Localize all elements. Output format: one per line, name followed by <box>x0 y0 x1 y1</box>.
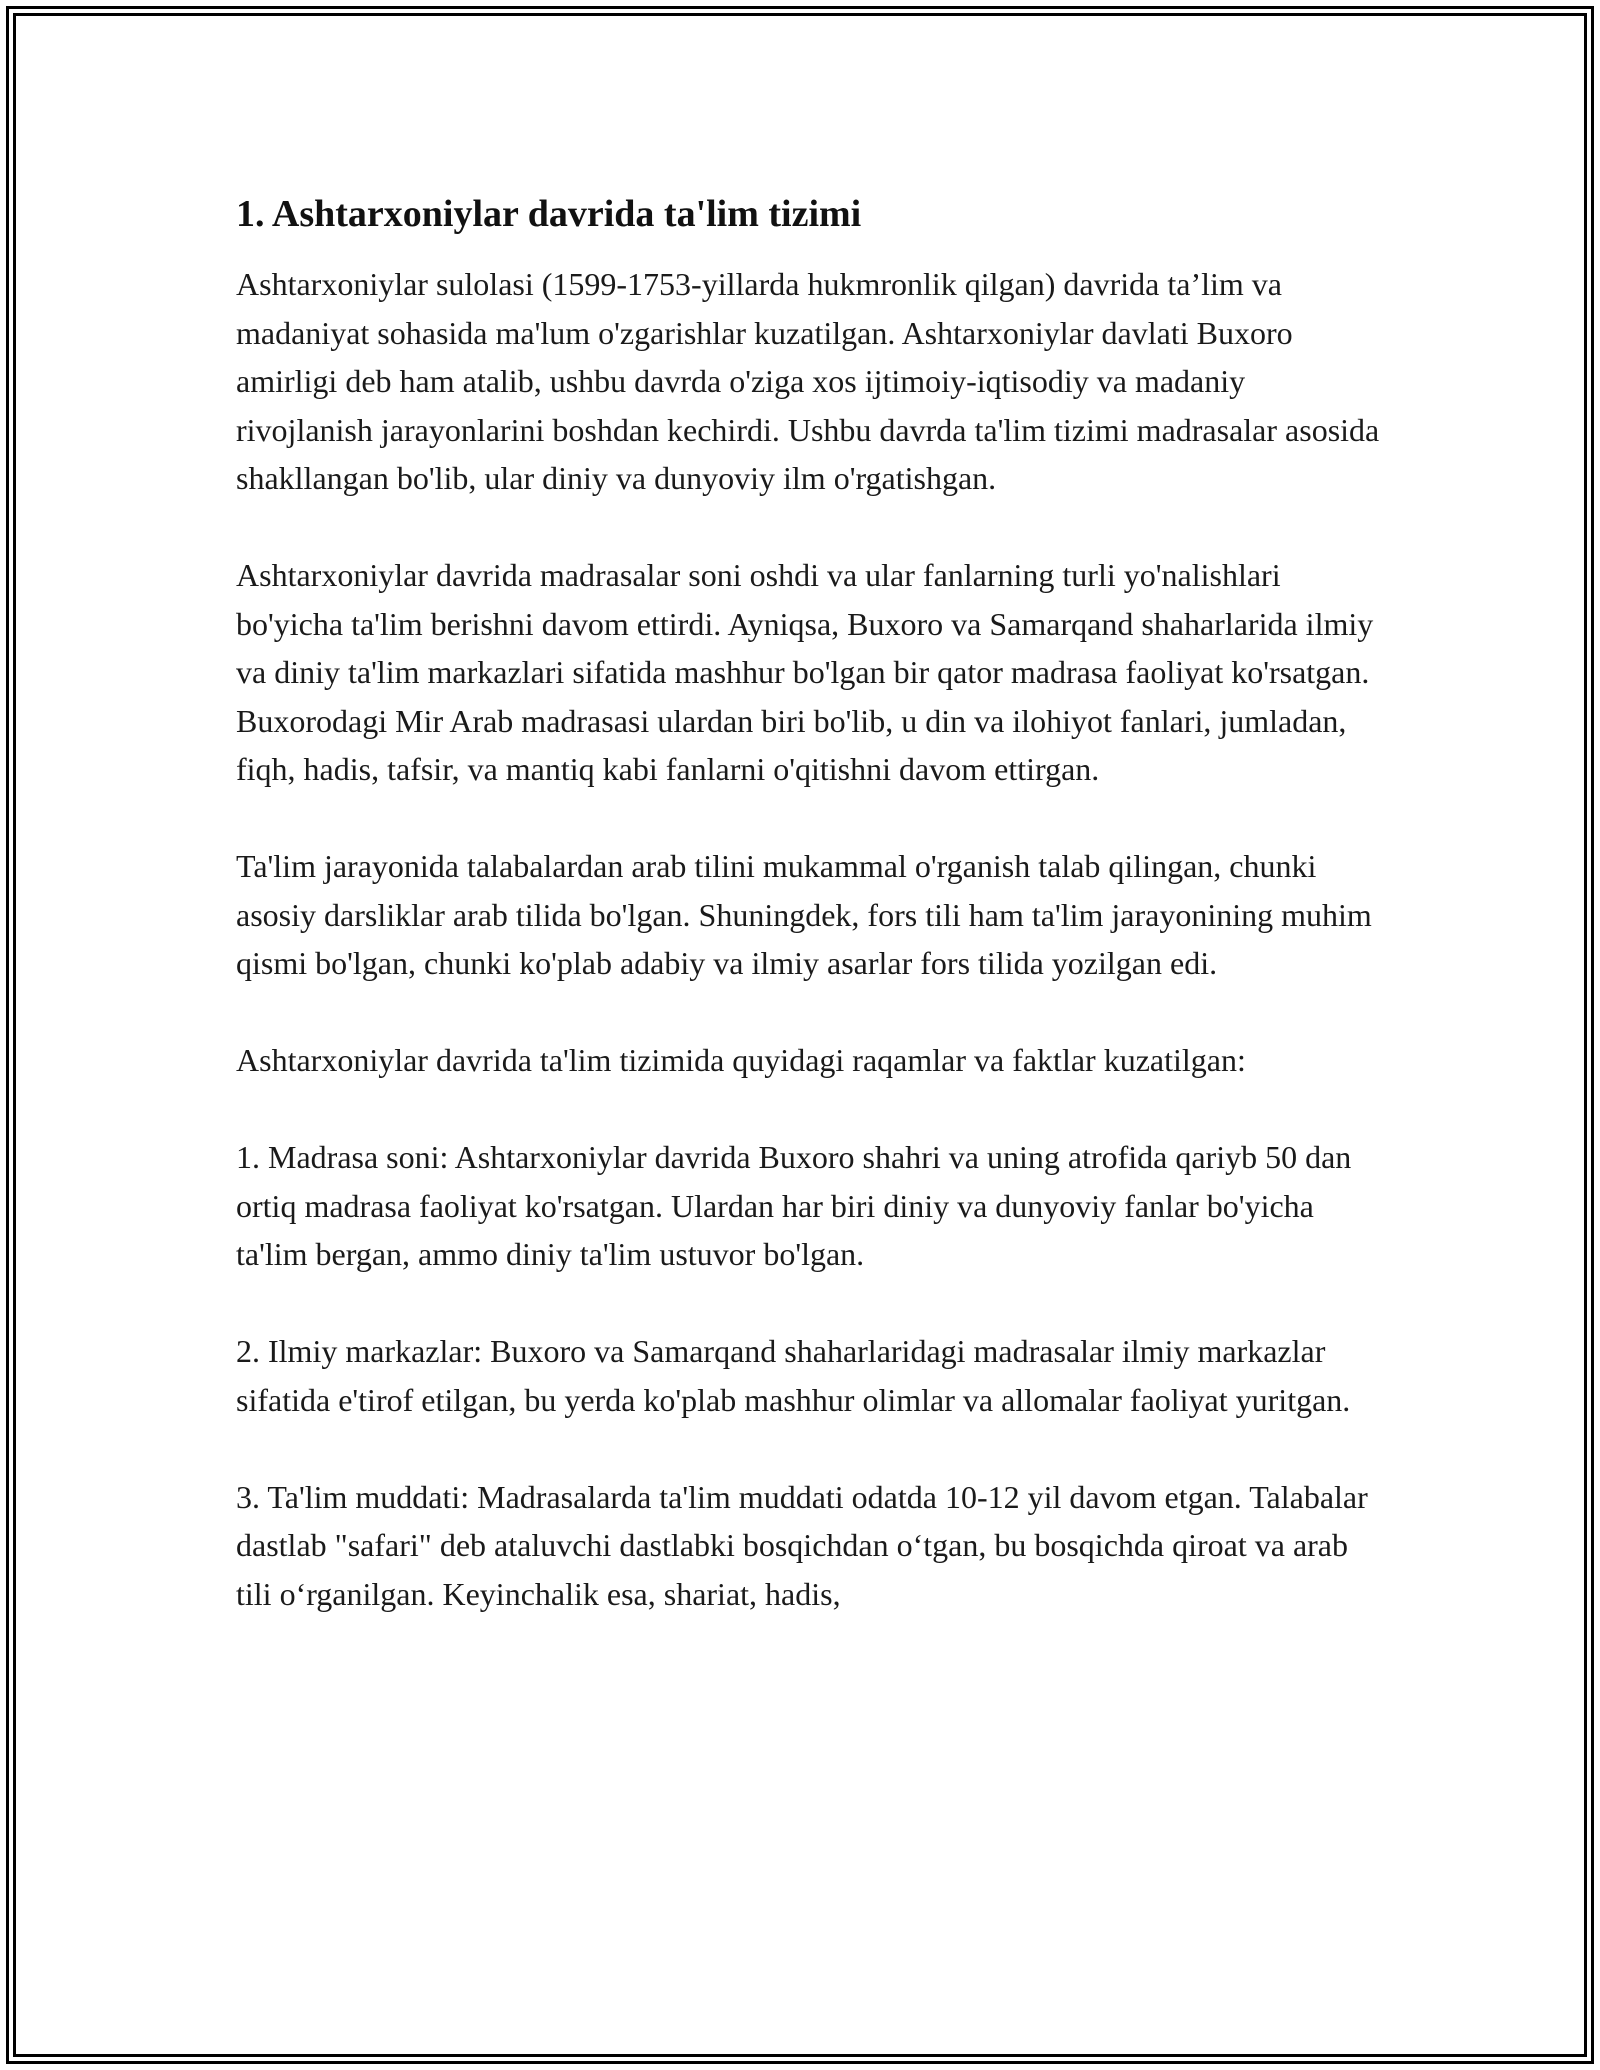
list-item-madrasa-count: 1. Madrasa soni: Ashtarxoniylar davrida Buxoro shahri va uning atrofida qariyb 50 dan ortiq madrasa faoliyat ko'rsatgan. Ulardan har biri diniy va dunyoviy fanlar bo'yicha ta'lim bergan, ammo diniy ta'lim ustuvor bo'lgan. <box>236 1139 1352 1272</box>
paragraph-facts-intro: Ashtarxoniylar davrida ta'lim tizimida quyidagi raqamlar va faktlar kuzatilgan: <box>236 1042 1246 1078</box>
list-item-scientific-centers: 2. Ilmiy markazlar: Buxoro va Samarqand shaharlaridagi madrasalar ilmiy markazlar sifatida e'tirof etilgan, bu yerda ko'plab mashhur olimlar va allomalar faoliyat yuritgan. <box>236 1333 1351 1418</box>
paragraph-languages: Ta'lim jarayonida talabalardan arab tilini mukammal o'rganish talab qilingan, chunki asosiy darsliklar arab tilida bo'lgan. Shuningdek, fors tili ham ta'lim jarayonining muhim qismi bo'lgan, chunki ko'plab adabiy va ilmiy asarlar fors tilida yozilgan edi. <box>236 848 1372 981</box>
paragraph-madrasas: Ashtarxoniylar davrida madrasalar soni oshdi va ular fanlarning turli yo'nalishlari bo'yicha ta'lim berishni davom ettirdi. Ayniqsa, Buxoro va Samarqand shaharlarida ilmiy va diniy ta'lim markazlari sifatida mashhur bo'lgan bir qator madrasa faoliyat ko'rsatgan. Buxorodagi Mir Arab madrasasi ulardan biri bo'lib, u din va ilohiyot fanlari, jumladan, fiqh, hadis, tafsir, va mantiq kabi fanlarni o'qitishni davom ettirgan. <box>236 557 1374 787</box>
list-item-education-duration: 3. Ta'lim muddati: Madrasalarda ta'lim muddati odatda 10-12 yil davom etgan. Talabalar dastlab "safari" deb ataluvchi dastlabki bosqichdan o‘tgan, bu bosqichda qiroat va arab tili o‘rganilgan. Keyinchalik esa, shariat, hadis, <box>236 1478 1368 1612</box>
document-body <box>236 190 1386 1667</box>
section-heading: 1. Ashtarxoniylar davrida ta'lim tizimi <box>236 193 862 235</box>
paragraph-intro: Ashtarxoniylar sulolasi (1599-1753-yillarda hukmronlik qilgan) davrida ta’lim va madaniyat sohasida ma'lum o'zgarishlar kuzatilgan. Ashtarxoniylar davlati Buxoro amirligi deb ham atalib, ushbu davrda o'ziga xos ijtimoiy-iqtisodiy va madaniy rivojlanish jarayonlarini boshdan kechirdi. Ushbu davrda ta'lim tizimi madrasalar asosida shakllangan bo'lib, ular diniy va dunyoviy ilm o'rgatishgan. <box>236 266 1380 496</box>
